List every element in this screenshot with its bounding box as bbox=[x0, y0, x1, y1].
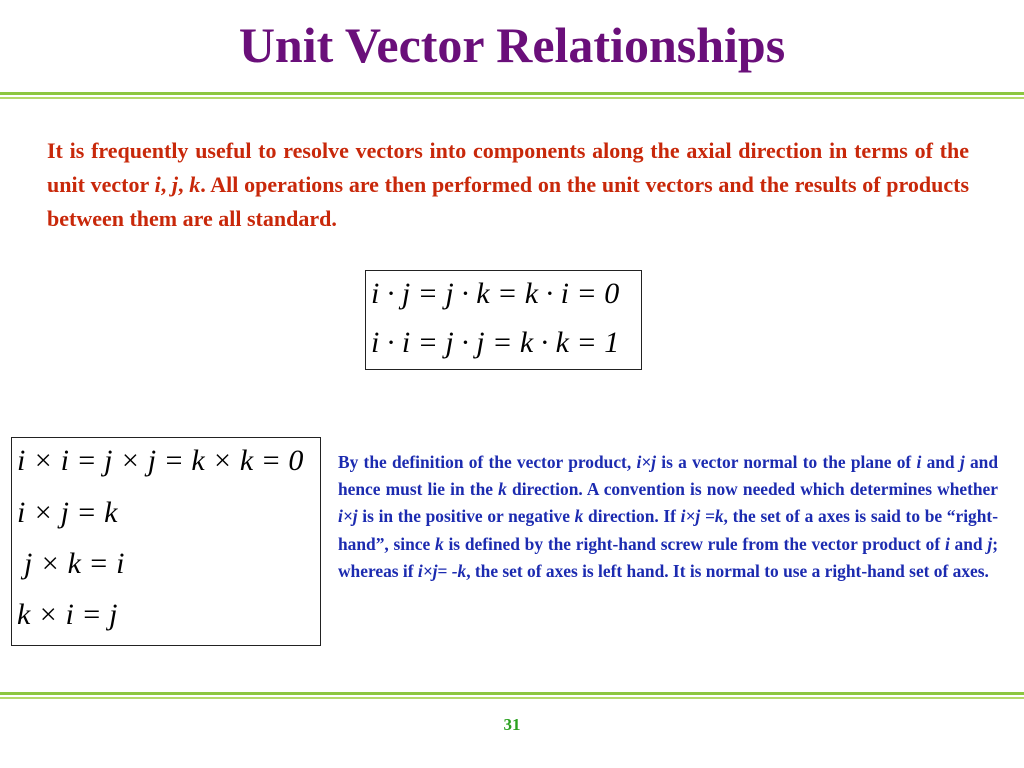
intro-text-2: . All operations are then performed on the unit vectors and the results of products between them are all standard. bbox=[47, 172, 970, 231]
desc-var: i×j= -k bbox=[417, 560, 467, 581]
intro-sep-2: , bbox=[178, 172, 190, 197]
dot-product-equation-1: i · j = j · k = k · i = 0 bbox=[371, 277, 620, 310]
desc-var: j bbox=[959, 452, 965, 472]
bottom-divider bbox=[0, 692, 1024, 699]
dot-product-equation-2: i · i = j · j = k · k = 1 bbox=[371, 326, 620, 359]
desc-text: is a vector normal to the plane of bbox=[656, 452, 917, 472]
desc-var: k bbox=[498, 479, 507, 500]
desc-text: direction. A convention is now needed which determines whether bbox=[506, 479, 998, 500]
cross-product-equations-box bbox=[11, 437, 321, 646]
desc-text: is in the positive or negative bbox=[357, 506, 575, 527]
desc-var: k bbox=[435, 533, 444, 554]
desc-text: direction. If bbox=[583, 506, 681, 527]
desc-text: ; whereas if bbox=[338, 533, 998, 581]
dot-product-equations-box bbox=[365, 270, 642, 370]
desc-text: and bbox=[949, 533, 988, 554]
desc-text: and hence must lie in the bbox=[338, 452, 998, 500]
desc-var: k bbox=[574, 506, 584, 527]
intro-var-j: j bbox=[171, 172, 179, 197]
desc-text: , the set of axes is left hand. It is normal to use a right-hand set of axes. bbox=[466, 560, 989, 581]
desc-var: i bbox=[916, 452, 922, 472]
intro-var-i: i bbox=[154, 172, 161, 197]
desc-var: i bbox=[944, 533, 950, 554]
cross-product-equation-3: j × k = i bbox=[24, 547, 125, 580]
desc-text: By the definition of the vector product, bbox=[338, 452, 637, 472]
desc-text: , the set of a axes is said to be “right-hand”, since bbox=[338, 506, 998, 554]
desc-var: i×j bbox=[636, 452, 657, 472]
desc-var: i×j =k bbox=[680, 506, 724, 527]
intro-paragraph bbox=[47, 134, 969, 236]
intro-sep-1: , bbox=[160, 172, 172, 197]
intro-var-k: k bbox=[189, 172, 201, 197]
cross-product-equation-4: k × i = j bbox=[17, 598, 118, 631]
cross-product-equation-2: i × j = k bbox=[17, 496, 118, 529]
description-paragraph bbox=[338, 449, 998, 585]
top-divider bbox=[0, 92, 1024, 99]
desc-text: and bbox=[921, 452, 960, 472]
desc-var: j bbox=[987, 533, 993, 554]
desc-text: is defined by the right-hand screw rule from the vector product of bbox=[443, 533, 945, 554]
page-number: 31 bbox=[503, 715, 521, 734]
desc-var: i×j bbox=[338, 506, 358, 527]
cross-product-equation-1: i × i = j × j = k × k = 0 bbox=[17, 444, 304, 477]
slide-title: Unit Vector Relationships bbox=[238, 17, 786, 73]
intro-text-1: It is frequently useful to resolve vectors into components along the axial direction in terms of the unit vector bbox=[47, 138, 969, 197]
